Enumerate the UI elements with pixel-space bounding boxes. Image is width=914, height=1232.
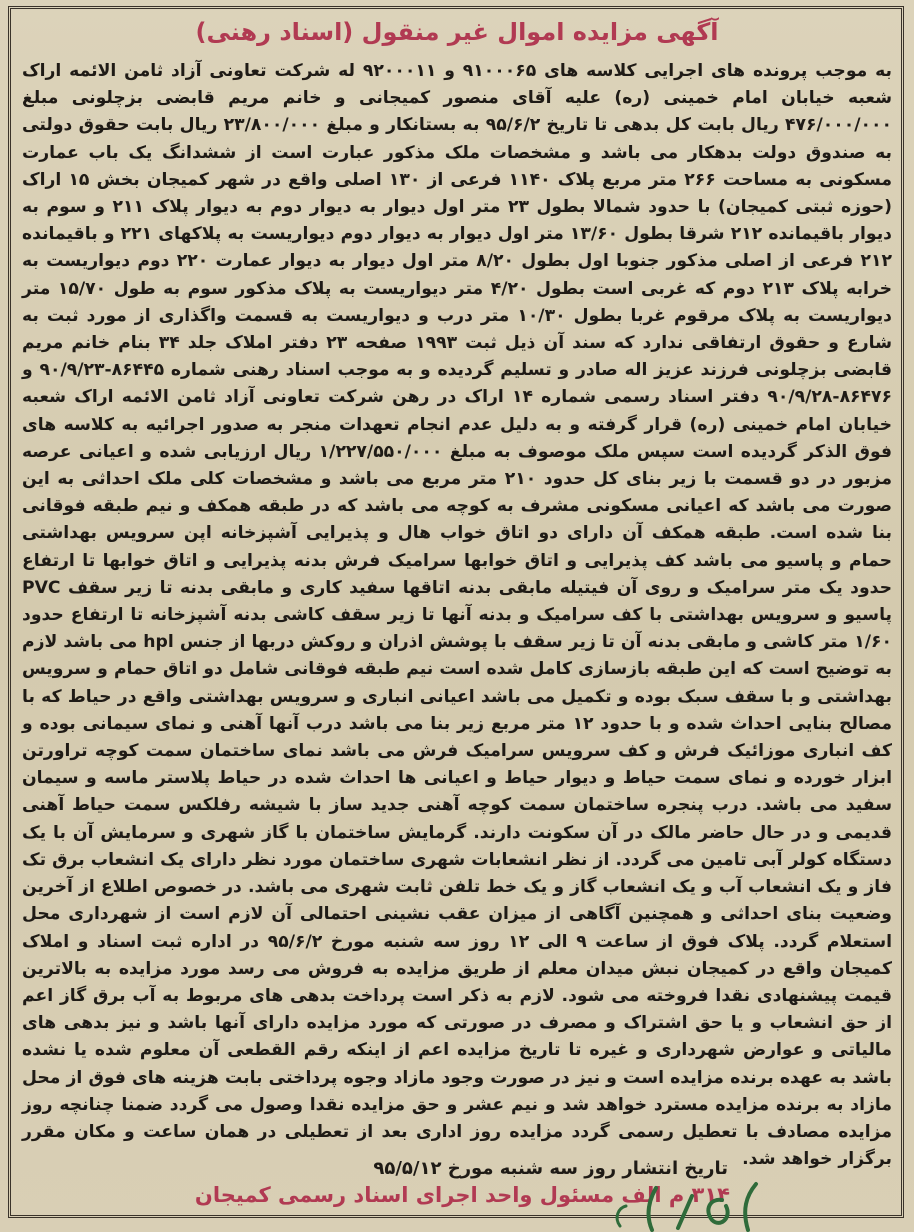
notice-body-paragraph: به موجب پرونده های اجرایی کلاسه های ۹۱۰۰۰۶۵ و ۹۲۰۰۰۱۱ له شرکت تعاونی آزاد ثامن الائمه اراک شعبه خیابان امام خمینی (ره) علیه آقای منصور کمیجانی و خانم مریم قابضی بزچلونی مبلغ ۴۷۶/۰۰۰/۰۰۰ ریال بابت کل بدهی تا تاریخ ۹۵/۶/۲ به بستانکار و مبلغ ۲۳/۸۰۰/۰۰۰ ریال بابت حقوق دولتی به صندوق دولت بدهکار می باشد و مشخصات ملک مذکور عبارت است از ششدانگ یک باب عمارت مسکونی به مساحت ۲۶۶ متر مربع پلاک ۱۱۴۰ فرعی از ۱۳۰ اصلی واقع در شهر کمیجان بخش ۱۵ اراک (حوزه ثبتی کمیجان) با حدود شمالا بطول ۲۳ متر اول دیوار به دیوار دوم به دیوار پلاک ۲۱۱ و سوم به دیوار باقیمانده ۲۱۲ شرقا بطول ۱۳/۶۰ متر اول دیوار به دیوار دوم دیواریست به پلاکهای ۲۲۱ و باقیمانده ۲۱۲ فرعی از اصلی مذکور جنوبا اول بطول ۸/۲۰ متر اول دیوار به دیوار عمارت ۲۲۰ دوم دیواریست به خرابه پلاک ۲۱۳ دوم که غربی است بطول ۴/۲۰ متر دیواریست به پلاک مذکور سوم به طول ۱۵/۷۰ متر دیواریست به پلاک مرقوم غربا بطول ۱۰/۳۰ متر درب و دیواریست به قسمت واگذاری از مورد ثبت به شارع و حقوق ارتفاقی ندارد که سند آن ذیل ثبت ۱۹۹۳ صفحه ۲۳ دفتر املاک جلد ۳۴ بنام خانم مریم قابضی بزچلونی فرزند عزیز اله صادر و تسلیم گردیده و به موجب اسناد رهنی شماره ۸۶۴۴۵-۹۰/۹/۲۳ و ۸۶۴۷۶-۹۰/۹/۲۸ دفتر اسناد رسمی شماره ۱۴ اراک در رهن شرکت تعاونی آزاد ثامن الائمه اراک شعبه خیابان امام خمینی (ره) قرار گرفته و به دلیل عدم انجام تعهدات منجر به صدور اجرائیه به کلاسه های فوق الذکر گردیده است سپس ملک موصوف به مبلغ ۱/۲۲۷/۵۵۰/۰۰۰ ریال ارزیابی شده و اعیانی عرصه مزبور در دو قسمت با زیر بنای کل حدود ۲۱۰ متر مربع می باشد و مشخصات کلی ملک احداثی به این صورت می باشد که اعیانی مسکونی مشرف به کوچه می باشد که در طبقه همکف و نیم طبقه فوقانی بنا شده است. طبقه همکف آن دارای دو اتاق خواب هال و پذیرایی آشپزخانه اپن سرویس بهداشتی حمام و پاسیو می باشد کف پذیرایی و اتاق خوابها سرامیک فرش بدنه پذیرایی و اتاق خوابها تا ارتفاع حدود یک متر سرامیک و روی آن فیتیله مابقی بدنه اتاقها سفید کاری و مابقی بدنه تا زیر سقف PVC پاسیو و سرویس بهداشتی با کف سرامیک و بدنه آنها تا زیر سقف کاشی بدنه آشپزخانه تا ارتفاع حدود ۱/۶۰ متر کاشی و مابقی بدنه آن تا زیر سقف با پوشش اذران و روکش دربها از جنس hpl می باشد لازم به توضیح است که این طبقه بازسازی کامل شده است نیم طبقه فوقانی شامل دو اتاق حمام و سرویس بهداشتی و با سقف سبک بوده و تکمیل می باشد اعیانی انباری و سرویس بهداشتی واقع در حیاط که با مصالح بنایی احداث شده و با حدود ۱۲ متر مربع زیر بنا می باشد درب آنها آهنی و نمای سیمانی بوده و کف انباری موزائیک فرش و کف سرویس سرامیک فرش می باشد نمای ساختمان سمت کوچه تراورتن ابزار خورده و نمای سمت حیاط و دیوار حیاط و اعیانی ها احداث شده در حیاط پلاستر ماسه و سیمان سفید می باشد. درب پنجره ساختمان سمت کوچه آهنی جدید ساز با شیشه رفلکس سمت حیاط آهنی قدیمی و در حال حاضر مالک در آن سکونت دارند. گرمایش ساختمان با گاز شهری و سرمایش آن با یک دستگاه کولر آبی تامین می گردد. از نظر انشعابات شهری ساختمان مورد نظر دارای یک انشعاب برق تک فاز و یک انشعاب آب و یک انشعاب گاز و یک خط تلفن ثابت شهری می باشد. در خصوص اطلاع از آخرین وضعیت بنای احداثی و همچنین آگاهی از میزان عقب نشینی احتمالی آن لازم است از شهرداری محل استعلام گردد. پلاک فوق از ساعت ۹ الی ۱۲ روز سه شنبه مورخ ۹۵/۶/۲ در اداره ثبت اسناد و املاک کمیجان واقع در کمیجان نبش میدان معلم از طریق مزایده به فروش می رسد مورد مزایده به بالاترین قیمت پیشنهادی نقدا فروخته می شود. لازم به ذکر است پرداخت بدهی های مربوط به آب برق گاز اعم از حق انشعاب و یا حق اشتراک و مصرف در صورتی که مورد مزایده دارای آنها باشد و نیز بدهی های مالیاتی و عوارض شهرداری و غیره تا تاریخ مزایده اعم از اینکه رقم القطعی آن معلوم شده یا نشده باشد به عهده برنده مزایده است و نیز در صورت وجود مازاد وجوه پرداختی بابت هزینه های فوق از محل مازاد به برنده مزایده مسترد خواهد شد و نیم عشر و حق مزایده نقدا وصول می گردد ضمنا چنانچه روز مزایده مصادف با تعطیل رسمی گردد مزایده روز اداری بعد از تعطیلی در همان ساعت و مکان مقرر برگزار خواهد شد.	[22, 61, 893, 1170]
issuer-line: ۳۱۴ م الف مسئول واحد اجرای اسناد رسمی کمیجان	[194, 1183, 730, 1207]
notice-body	[22, 58, 892, 1173]
notice-title: آگهی مزایده اموال غیر منقول (اسناد رهنی)	[195, 18, 719, 46]
handwritten-number-icon	[596, 1176, 776, 1232]
publish-date: تاریخ انتشار روز سه شنبه مورخ ۹۵/۵/۱۲	[373, 1158, 728, 1179]
